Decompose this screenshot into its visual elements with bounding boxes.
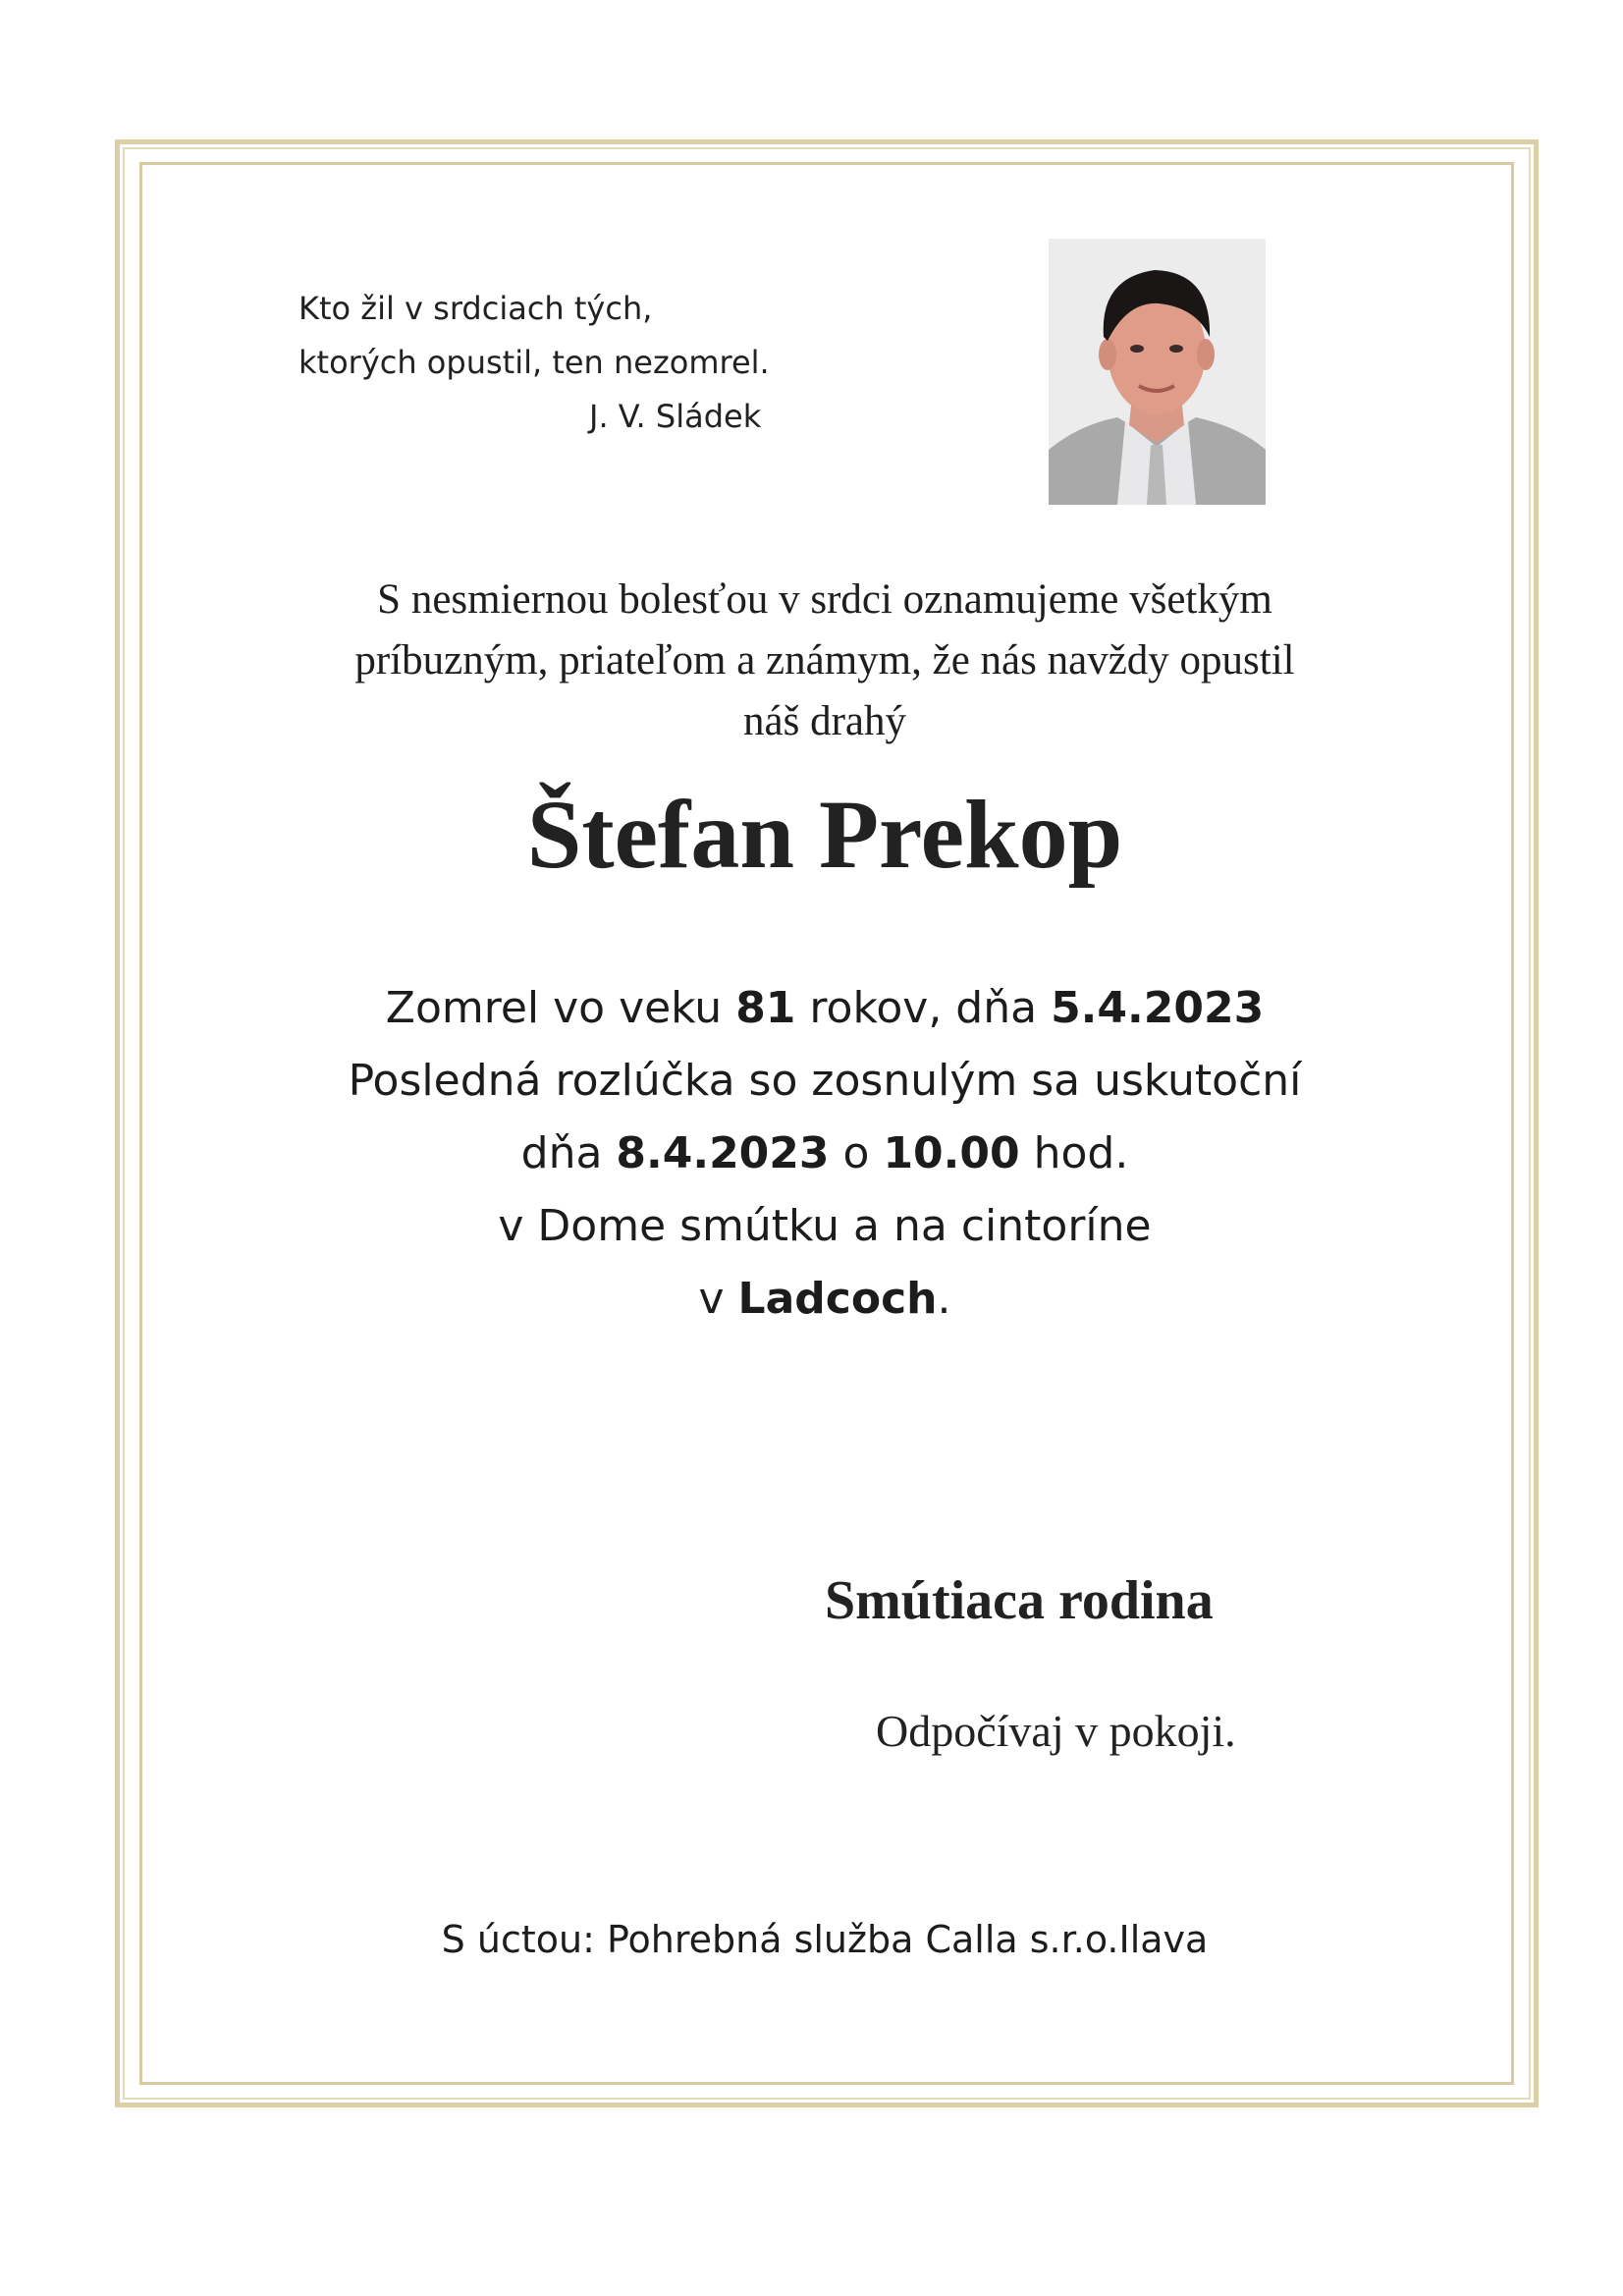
funeral-details (196, 972, 1453, 1336)
announcement-line-3: náš drahý (743, 698, 906, 744)
place-suffix: . (937, 1274, 951, 1324)
memorial-quote (298, 282, 770, 444)
death-mid: rokov, dňa (795, 983, 1052, 1033)
portrait-photo (1049, 239, 1266, 505)
funeral-mid: o (829, 1128, 884, 1178)
funeral-time: 10.00 (883, 1128, 1020, 1178)
rest-in-peace: Odpočívaj v pokoji. (876, 1706, 1236, 1756)
family-signature: Smútiaca rodina (825, 1570, 1214, 1631)
death-prefix: Zomrel vo veku (385, 983, 736, 1033)
announcement-line-2: príbuzným, priateľom a známym, že nás navždy opustil (354, 637, 1295, 683)
age-value: 81 (735, 983, 796, 1033)
place-name: Ladcoch (737, 1274, 938, 1324)
venue-line: v Dome smútku a na cintoríne (498, 1201, 1152, 1251)
place-prefix: v (698, 1274, 738, 1324)
announcement-text (196, 570, 1453, 752)
funeral-date: 8.4.2023 (616, 1128, 830, 1178)
funeral-service-credit: S úctou: Pohrebná služba Calla s.r.o.Ilava (441, 1918, 1209, 1961)
announcement-line-1: S nesmiernou bolesťou v srdci oznamujeme všetkým (377, 576, 1272, 623)
funeral-time-line (196, 1118, 1453, 1190)
quote-line-2: ktorých opustil, ten nezomrel. (298, 344, 770, 381)
place-line (196, 1263, 1453, 1336)
funeral-suffix: hod. (1019, 1128, 1129, 1178)
portrait-icon (1049, 239, 1266, 505)
funeral-prefix: dňa (520, 1128, 617, 1178)
quote-line-1: Kto žil v srdciach tých, (298, 290, 653, 327)
quote-author: J. V. Sládek (589, 398, 762, 435)
death-info-line (196, 972, 1453, 1045)
farewell-line: Posledná rozlúčka so zosnulým sa uskutoční (348, 1056, 1302, 1106)
deceased-name: Štefan Prekop (526, 780, 1123, 889)
death-date: 5.4.2023 (1051, 983, 1265, 1033)
